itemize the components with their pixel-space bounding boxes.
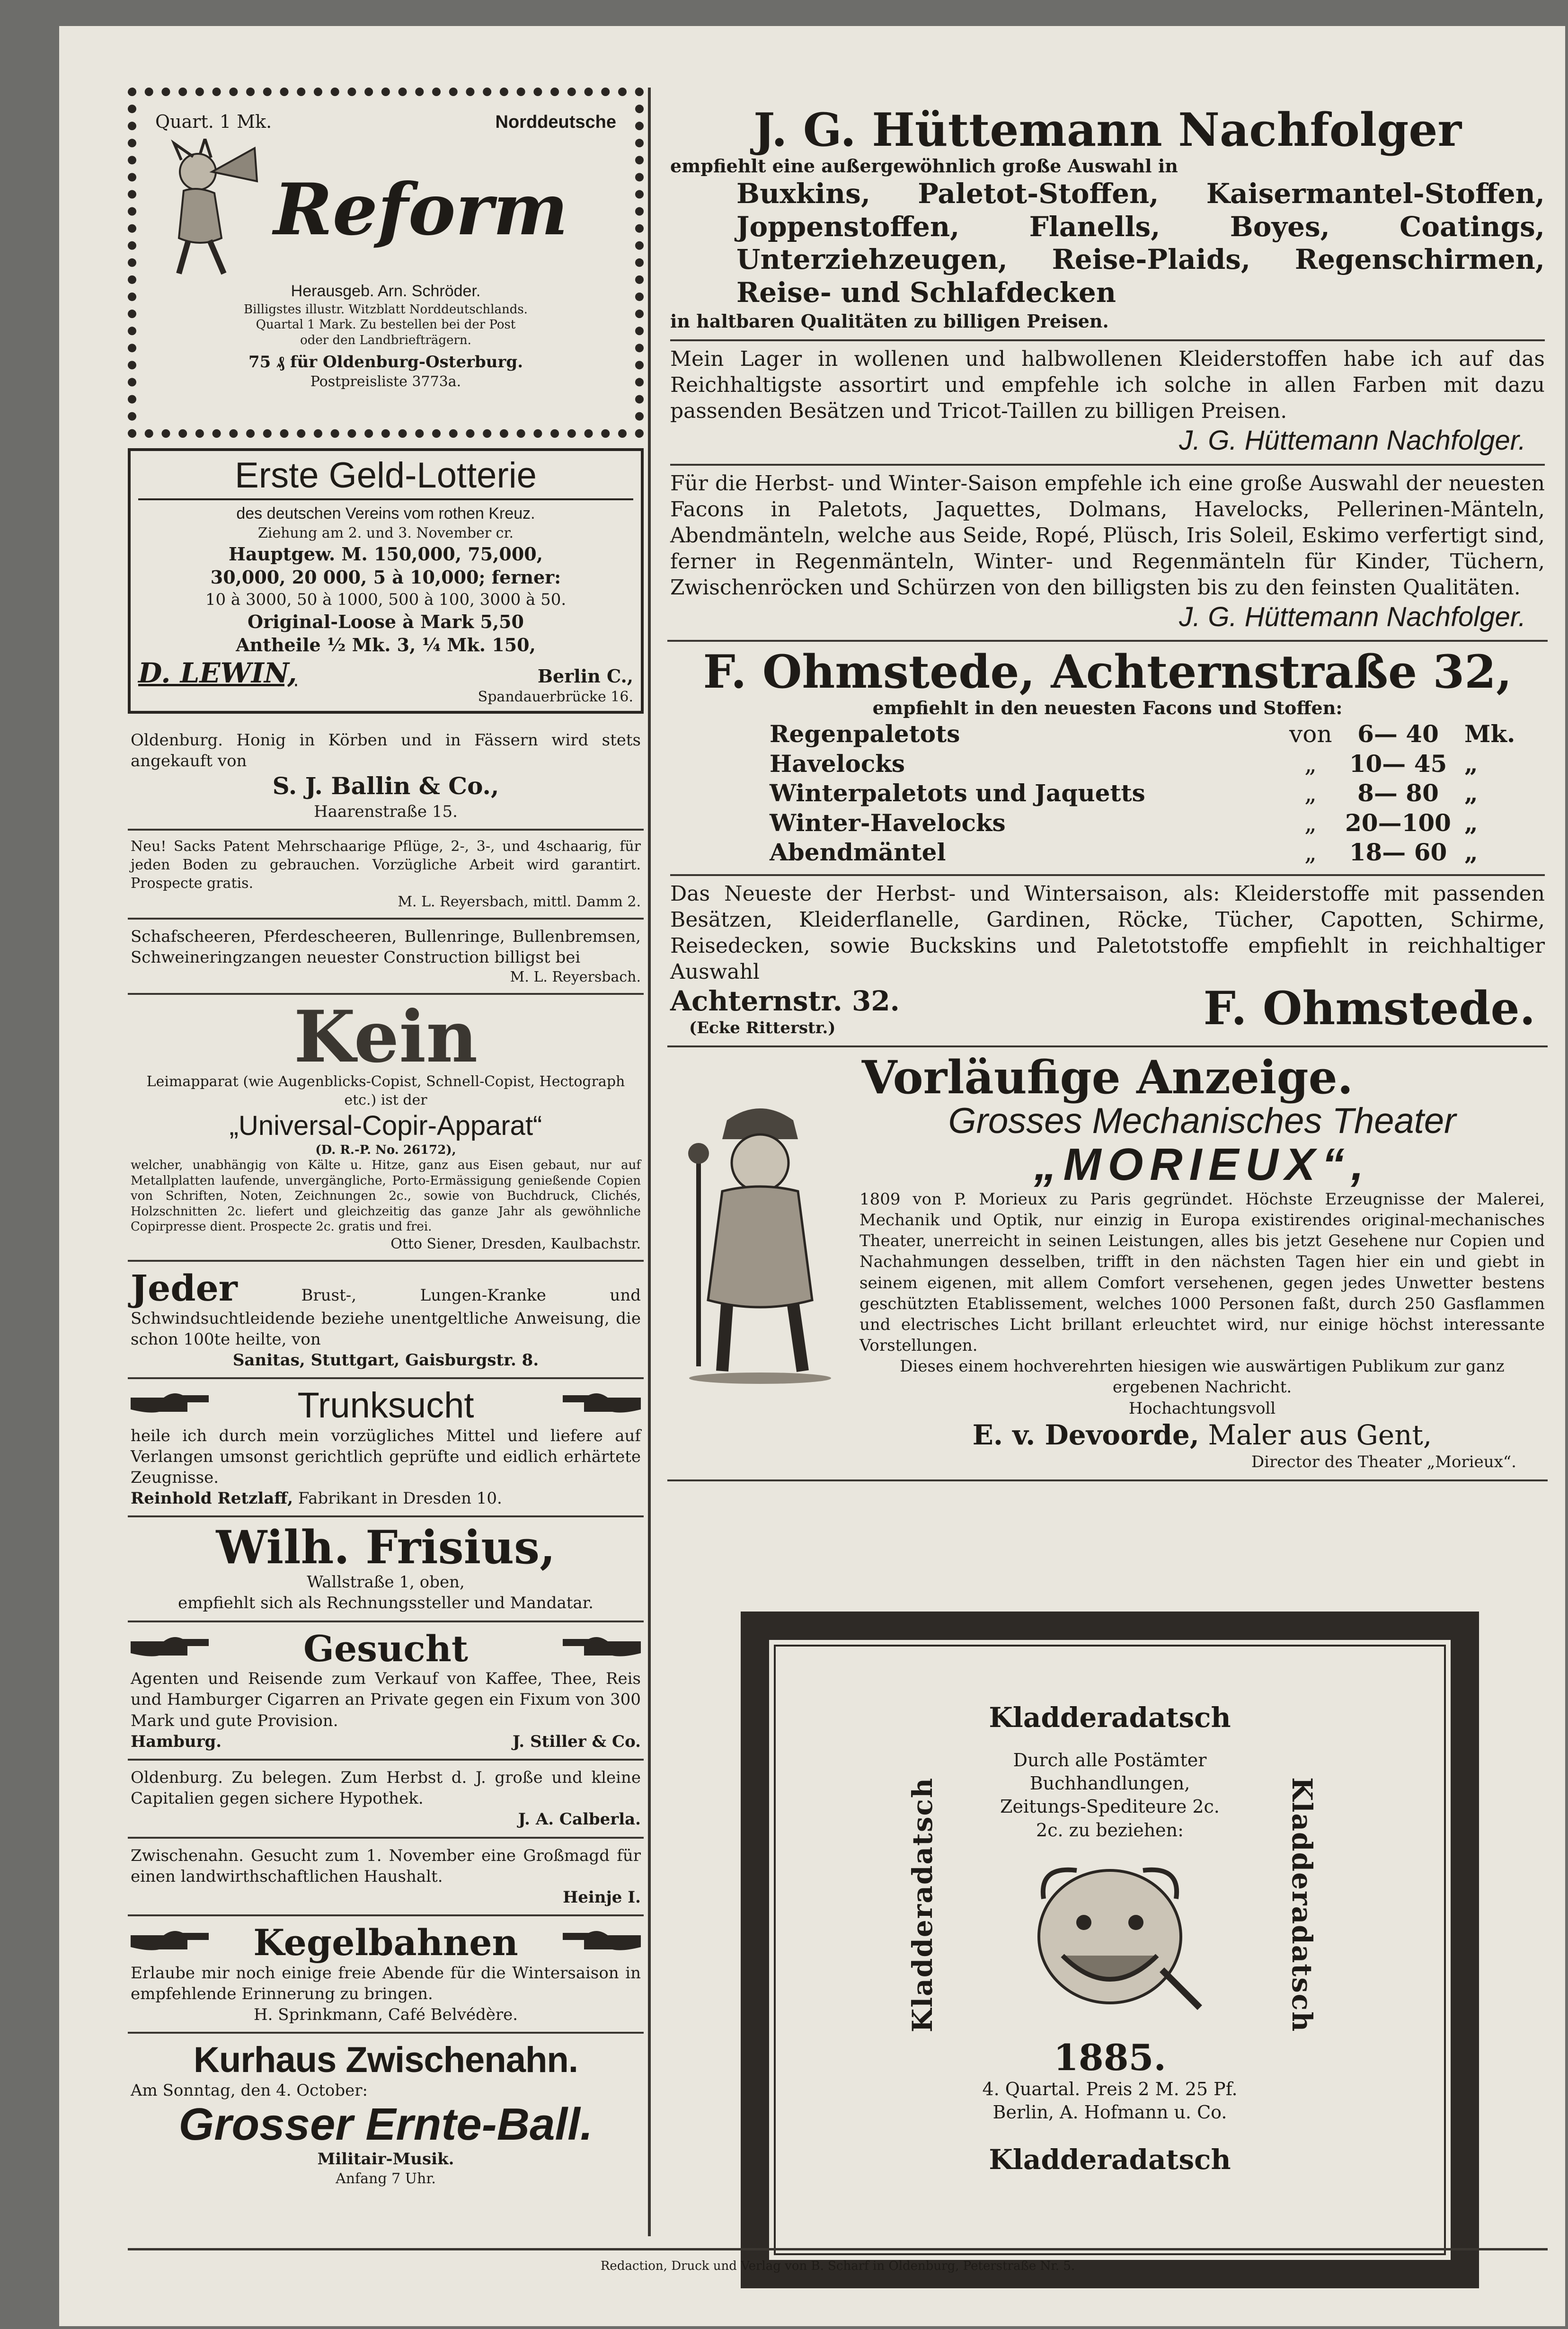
price-item-unit: Mk. [1464,720,1515,748]
jeder-word: Jeder [131,1266,238,1309]
theater-director: Director des Theater „Morieux“. [1251,1452,1516,1472]
lotterie-l6: Original-Loose à Mark 5,50 [248,611,524,632]
price-item-from: von [1289,720,1332,748]
price-item-name: Havelocks [770,749,905,778]
kladderadatsch-title: Kladderadatsch [989,1701,1231,1734]
kladderadatsch-side-right: Kladderadatsch [1286,1777,1318,2033]
column-divider [648,88,651,2236]
trunksucht-name: Reinhold Retzlaff, [131,1489,293,1508]
theater-sig-role: Maler aus Gent, [1208,1418,1432,1451]
theater-name: „MORIEUX“, [1034,1139,1371,1190]
ballin-text: Oldenburg. Honig in Körben und in Fässern wird stets angekauft von [131,730,641,771]
price-item-unit: „ [1464,779,1478,807]
price-item-from: „ [1304,779,1317,807]
ohmstede-sig: F. Ohmstede. [1203,981,1535,1035]
trunksucht-sig: Fabrikant in Dresden 10. [298,1489,502,1508]
ad-heinje [128,1839,644,1917]
right-column [667,88,1548,2176]
ohmstede-addr: Achternstr. 32. [670,984,900,1017]
pointing-hand-left-icon [560,1926,641,1955]
sack-text: Neu! Sacks Patent Mehrschaarige Pflüge, 2-, 3-, und 4schaarig, für jeden Boden zu gebrauchen. Vorzügliche Arbeit wird garantirt. Prospecte gratis. [131,838,641,892]
calberla-text: Oldenburg. Zu belegen. Zum Herbst d. J. große und kleine Capitalien gegen sichere Hypothek. [131,1768,641,1808]
huettemann-sig1: J. G. Hüttemann Nachfolger. [1179,425,1526,456]
theater-sig: E. v. Devoorde, [972,1418,1199,1451]
reform-line1: Billigstes illustr. Witzblatt Norddeutschlands. [244,302,528,317]
lotterie-l1: des deutschen Vereins vom rothen Kreuz. [236,504,535,522]
ohmstede-p2: Das Neueste der Herbst- und Wintersaison, als: Kleiderstoffe mit passenden Besätzen, Kleiderflanelle, Gardinen, Röcke, Tücher, Capotten, Schirme, Reisedecken, sowie Buckskins und Paletotstoffe empfiehlt in reichhaltiger Auswahl [670,881,1545,984]
reform-quart: Quart. 1 Mk. [155,111,272,132]
ad-ballin [128,723,644,831]
kladderadatsch-text: Durch alle Postämter Buchhandlungen, Zeitungs-Spediteure 2c. 2c. zu beziehen: [1000,1749,1220,1841]
ad-ohmstede [667,642,1548,1047]
reform-brand: Norddeutsche [495,112,616,132]
kein-sig: Otto Siener, Dresden, Kaulbachstr. [390,1235,641,1252]
lotterie-city: Berlin C., [537,665,633,687]
ohmstede-title: F. Ohmstede, Achternstraße 32, [703,645,1512,699]
gesucht-title: Gesucht [303,1627,468,1670]
price-item-name: Winter-Havelocks [770,808,1006,837]
pointing-hand-right-icon [131,1388,211,1417]
price-item-unit: „ [1464,838,1478,867]
heinje-text: Zwischenahn. Gesucht zum 1. November eine Großmagd für einen landwirthschaftlichen Haushalt. [131,1846,641,1886]
kurhaus-music: Militair-Musik. [317,2149,454,2169]
newspaper-page [59,26,1565,2326]
kein-l1: Leimapparat (wie Augenblicks-Copist, Schnell-Copist, Hectograph etc.) ist der [146,1073,625,1109]
lotterie-l7: Antheile ½ Mk. 3, ¼ Mk. 150, [236,634,536,656]
lotterie-l2: Ziehung am 2. und 3. November cr. [257,524,514,541]
price-row [770,808,1516,838]
ballin-addr: Haarenstraße 15. [314,802,458,821]
scheeren-text: Schafscheeren, Pferdescheeren, Bullenringe, Bullenbremsen, Schweineringzangen neuester Construction billigst bei [131,927,641,967]
ohmstede-price-list [670,719,1545,868]
grinning-face-icon [1010,1851,1209,2031]
kein-product: „Universal-Copir-Apparat“ [229,1110,542,1142]
sack-sig: M. L. Reyersbach, mittl. Damm 2. [398,893,641,910]
reform-title: Reform [274,168,568,252]
huettemann-p3: Für die Herbst- und Winter-Saison empfehle ich eine große Auswahl der neuesten Facons in Paletots, Jaquettes, Dolmans, Havelocks, Pellerinen-Mänteln, Abendmänteln, welche aus Seide, Ropé, Plüsch, Iris Soleil, Eskimo verfertigt sind, ferner in Regenmänteln, Winter- und Regenmänteln für Kinder, Tüchern, Zwischenröcken und Schürzen von den billigsten bis zu den feinsten Qualitäten. [670,471,1545,600]
ad-jeder [128,1262,644,1379]
theater-recommend: Dieses einem hochverehrten hiesigen wie auswärtigen Publikum zur ganz ergebenen Nachricht. [900,1357,1505,1397]
reform-line5: Postpreisliste 3773a. [310,373,461,390]
huettemann-p2: Mein Lager in wollenen und halbwollenen Kleiderstoffen habe ich auf das Reichhaltigste assortirt und empfehle ich solche in allen Farben mit dazu passenden Besätzen und Tricot-Taillen zu billigen Preisen. [670,346,1545,423]
ad-scheeren [128,920,644,995]
ohmstede-corner: (Ecke Ritterstr.) [689,1018,836,1038]
kein-patent: (D. R.-P. No. 26172), [315,1142,456,1157]
ad-frisius [128,1517,644,1622]
kurhaus-date: Am Sonntag, den 4. October: [131,2081,368,2100]
price-item-from: „ [1304,839,1317,867]
price-item-price: 10— 45 [1349,749,1447,778]
price-item-price: 18— 60 [1349,838,1447,867]
lotterie-l4: 30,000, 20 000, 5 à 10,000; ferner: [210,567,561,588]
jeder-text: Brust-, Lungen-Kranke und Schwindsuchtleidende beziehe unentgeltliche Anweisung, die schon 100te heilte, von [131,1285,641,1349]
huettemann-title: J. G. Hüttemann Nachfolger [753,103,1462,157]
kladderadatsch-side-left: Kladderadatsch [906,1777,939,2033]
huettemann-intro: empfiehlt eine außergewöhnlich große Auswahl in [670,155,1178,177]
price-row [770,838,1516,868]
lotterie-l5: 10 à 3000, 50 à 1000, 500 à 100, 3000 à 50. [205,590,567,609]
price-item-name: Abendmäntel [770,838,946,867]
kein-title: Kein [293,995,478,1079]
kurhaus-start: Anfang 7 Uhr. [336,2170,436,2187]
frisius-name: Wilh. Frisius, [216,1521,556,1575]
kurhaus-title: Kurhaus Zwischenahn. [194,2040,578,2081]
price-row [770,749,1516,779]
price-item-from: „ [1304,809,1317,837]
ad-gesucht [128,1622,644,1761]
frisius-text: empfiehlt sich als Rechnungssteller und Mandatar. [177,1594,594,1613]
lotterie-street: Spandauerbrücke 16. [478,688,633,705]
theater-heading: Vorläufige Anzeige. [861,1050,1354,1104]
lotterie-title: Erste Geld-Lotterie [138,456,633,500]
kladderadatsch-year: 1885. [1054,2037,1166,2079]
lotterie-name: D. LEWIN, [138,656,297,689]
jeder-sig: Sanitas, Stuttgart, Gaisburgstr. 8. [232,1350,539,1370]
jester-trumpet-icon [155,139,264,281]
kladderadatsch-publisher: Berlin, A. Hofmann u. Co. [992,2102,1227,2123]
pointing-hand-right-icon [131,1632,211,1661]
frisius-addr: Wallstraße 1, oben, [307,1573,465,1592]
price-item-unit: „ [1464,808,1478,837]
reform-line2: Quartal 1 Mark. Zu bestellen bei der Post [256,318,516,332]
ohmstede-intro: empfiehlt in den neuesten Facons und Stoffen: [872,697,1343,718]
kegel-title: Kegelbahnen [253,1922,518,1964]
trunksucht-title: Trunksucht [297,1385,474,1426]
pointing-hand-left-icon [560,1388,641,1417]
scheeren-sig: M. L. Reyersbach. [510,969,641,986]
reform-editor: Herausgeb. Arn. Schröder. [291,282,481,301]
kegel-sig: H. Sprinkmann, Café Belvédère. [253,2005,518,2025]
price-item-unit: „ [1464,749,1478,778]
heinje-sig: Heinje I. [563,1887,641,1907]
theater-title: Grosses Mechanisches Theater [948,1101,1456,1142]
gesucht-text: Agenten und Reisende zum Verkauf von Kaffee, Thee, Reis und Hamburger Cigarren an Private gegen ein Fixum von 300 Mark und gute Provision. [131,1669,641,1730]
ad-kein [128,995,644,1262]
price-item-name: Winterpaletots und Jaquetts [770,779,1145,807]
ad-kurhaus [128,2034,644,2195]
ballin-name: S. J. Ballin & Co., [272,772,499,800]
price-item-price: 20—100 [1345,808,1451,837]
theater-regards: Hochachtungsvoll [1128,1399,1276,1418]
left-column [128,88,644,2195]
lotterie-l3: Hauptgew. M. 150,000, 75,000, [229,543,543,565]
trunksucht-text: heile ich durch mein vorzügliches Mittel und liefere auf Verlangen umsonst gerichtlich geprüfte und eidlich erhärtete Zeugnisse. [131,1426,641,1488]
kein-text: welcher, unabhängig von Kälte u. Hitze, ganz aus Eisen gebaut, nur auf Metallplatten laufende, unvergängliche, Porto-Ermässigung genießende Copien von Schriften, Noten, Zeichnungen 2c., sowie von Buchdruck, Clichés, Holzschnitten 2c. liefert und gleichzeitig das ganze Jahr als gewöhnliche Copirpresse dient. Prospecte 2c. gratis und frei. [131,1158,641,1234]
kegel-text: Erlaube mir noch einige freie Abende für die Wintersaison in empfehlende Erinnerung zu bringen. [131,1963,641,2003]
price-item-name: Regenpaletots [770,720,960,748]
ad-sack [128,831,644,920]
price-row [770,779,1516,808]
huettemann-quality: in haltbaren Qualitäten zu billigen Preisen. [670,310,1109,332]
pointing-hand-left-icon [560,1632,641,1661]
imprint-footer: Redaction, Druck und Verlag von B. Scharf in Oldenburg, Peterstraße Nr. 5. [128,2248,1548,2273]
price-row [770,719,1516,749]
ad-trunksucht [128,1379,644,1517]
theater-text: 1809 von P. Morieux zu Paris gegründet. Höchste Erzeugnisse der Malerei, Mechanik und Optik, nur einzig in Europa existirendes original-mechanisches Theater, unerreicht in seinen Leistungen, alles bis jetzt Gesehene nur Copien und Nachahmungen desselben, trifft in den nächsten Tagen hier ein und giebt in seinem eigenen, mit allem Comfort versehenen, gegen jedes Unwetter bestens geschützten Etablissement, welches 1000 Personen faßt, durch 250 Gasflammen und electrisches Licht brillant erleuchtet wird, nur einige höchst interessante Vorstellungen. [859,1189,1545,1355]
ad-kegelbahnen [128,1916,644,2034]
kladderadatsch-bottom: Kladderadatsch [989,2143,1231,2176]
gesucht-sig: J. Stiller & Co. [512,1732,641,1751]
ad-kladderadatsch [741,1612,1479,2288]
puppet-figure-icon [670,1101,850,1385]
reform-line3: oder den Landbriefträgern. [300,333,471,347]
reform-line4: 75 ₰ für Oldenburg-Osterburg. [248,353,523,372]
pointing-hand-right-icon [131,1926,211,1955]
ad-lotterie [128,448,644,714]
price-item-from: „ [1304,750,1317,778]
huettemann-sig2: J. G. Hüttemann Nachfolger. [1179,601,1526,632]
price-item-price: 6— 40 [1357,720,1439,748]
kurhaus-event: Grosser Ernte-Ball. [178,2099,593,2150]
kladderadatsch-price: 4. Quartal. Preis 2 M. 25 Pf. [982,2078,1238,2099]
huettemann-goods: Buxkins, Paletot-Stoffen, Kaisermantel-Stoffen, Joppenstoffen, Flanells, Boyes, Coatings, Unterziehzeugen, Reise-Plaids, Regenschirmen, Reise- und Schlafdecken [736,177,1545,309]
price-item-price: 8— 80 [1357,779,1439,807]
ad-theater [667,1047,1548,1481]
ad-calberla [128,1761,644,1839]
calberla-sig: J. A. Calberla. [518,1810,641,1829]
ad-reform [128,88,644,438]
gesucht-city: Hamburg. [131,1732,222,1751]
ad-huettemann [667,88,1548,642]
